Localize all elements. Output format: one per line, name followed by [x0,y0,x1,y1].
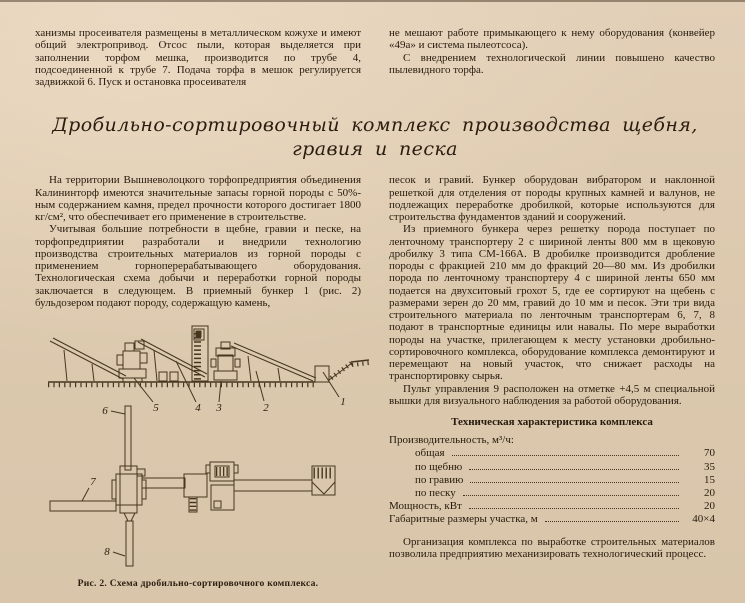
spec-row-gravel [389,474,715,487]
dot-leader [452,455,679,456]
body-paragraph: песок и гравий. Бункер оборудован вибратором и наклонной решеткой для отделения от породы крупных камней и валунов, не подлежащих переработке дробилкой, которые используются для строительства фундаментов зданий и сооружений. [389,174,715,223]
closing-paragraph: Организация комплекса по выработке строительных материалов позволила предприятию механизировать технологический процесс. [389,535,715,560]
right-column [389,174,715,590]
body-paragraph: Учитывая большие потребности в щебне, гравии и песке, на торфопредприятии разработали и внедрили технологию производства строительных материалов из горной породы с применением горноперерабатывающего оборудования. Технологическая схема добычи и переработки горной породы заключается в следующем. В приемный бункер 1 (рис. 2) бульдозером подают породу, содержащую камень, [35,223,361,309]
body-paragraph: Из приемного бункера через решетку порода поступает по ленточному транспортеру 2 с шириной ленты 800 мм в щековую дробилку 3 типа СМ-166А. В дробилке производится дробление породы с фракцией 210 мм до фракций 20—80 мм. Из дробилки порода по ленточному транспортеру 4 с шириной ленты 650 мм подается на двухситовый грохот 5, где ее сортируют на щебень с размерами зерен до 20 мм, гравий до 10 мм и песок. Эти три вида строительного материала по ленточным транспортерам 6, 7, 8 подают в транспортные единицы или навалы. По мере выработки породы на участке, прилегающем к месту установки дробильно-сортировочного комплекса, оборудование комплекса демонтируют и перемещают на новый участок, что снижает расходы на транспортировку сырья. [389,223,715,383]
ground-line [48,382,315,385]
ground-boxes [159,372,178,381]
spec-label: по щебню [415,460,463,473]
top-section [35,27,715,88]
spec-value: 20 [704,487,715,500]
body-paragraph: На территории Вышневолоцкого торфопредприятия объединения Калининторф имеются значительные запасы горной породы с 50%-ным содержанием камня, предел прочности которого достигает 1800 кг/см², что обеспечивает его применение в строительстве. [35,174,361,223]
figure-label-4: 4 [195,402,201,414]
figure-caption: Рис. 2. Схема дробильно-сортировочного комплекса. [77,578,319,590]
spec-value: 35 [704,460,715,473]
spec-table-title: Техническая характеристика комплекса [451,416,653,428]
figure-label-2: 2 [263,402,269,414]
spec-label: по песку [415,487,456,500]
plan-view [50,405,335,566]
spec-value: 20 [704,500,715,513]
figure-label-5: 5 [153,402,159,414]
spec-row-dimensions [389,513,715,526]
crusher-plan [206,462,238,510]
figure-label-6: 6 [102,405,108,417]
spec-row-crushed-stone [389,461,715,474]
conveyor-2-plan [234,480,312,491]
section-title: Дробильно-сортировочный комплекс производства щебня, гравия и песка [52,114,698,161]
top-right-paragraph-1: не мешают работе примыкающего к нему оборудования (конвейер «49а» и система пылеотсоса). [389,27,715,52]
spec-table [389,434,715,526]
main-section [35,174,715,590]
left-column [35,174,361,590]
conveyor-6-plan [125,406,131,470]
spec-row-total [389,447,715,460]
spec-value: 15 [704,473,715,486]
receiving-bunker [315,360,369,382]
figure-2 [35,314,361,591]
conveyor-7 [50,501,116,511]
spec-row-power [389,500,715,513]
top-left-paragraph: ханизмы просеивателя размещены в металлическом кожухе и имеют общий электропривод. Отсос пыли, которая выделяется при заполнении торфом мешка, производится по трубе 4, подсоединенной к трубе 7. Подача торфа в мешок регулируется задвижкой 6. Пуск и остановка просеивателя [35,27,361,88]
elevator-plan [184,474,207,512]
screen-grohot [117,341,147,382]
spec-label: общая [415,447,445,460]
spec-label: Мощность, кВт [389,500,462,513]
spec-row-sand [389,487,715,500]
figure-label-8: 8 [104,546,110,558]
dot-leader [470,482,679,483]
spec-value: 40×4 [692,513,715,526]
bunker-plan [312,466,335,495]
spec-label: по гравию [415,473,464,486]
figure-label-1: 1 [340,396,346,408]
dot-leader [463,495,679,496]
spec-value: 70 [704,447,715,460]
dot-leader [545,521,679,522]
figure-label-7: 7 [90,476,96,488]
top-right-paragraph-2: С внедрением технологической линии повышено качество пылевидного торфа. [389,51,715,76]
conveyor-6-elevation [50,338,126,381]
figure-label-3: 3 [216,402,222,414]
crushing-complex-schematic [35,314,370,570]
conveyor-2 [231,343,316,381]
spec-label: Габаритные размеры участка, м [389,513,538,526]
conveyor-4-plan [142,478,185,488]
body-paragraph: Пульт управления 9 расположен на отметке +4,5 м специальной вышки для визуального наблюдения за работой оборудования. [389,382,715,407]
screen-plan [112,466,146,521]
spec-label: Производительность, м³/ч: [389,434,514,447]
dot-leader [469,508,679,509]
spec-row-productivity [389,434,715,447]
elevation-view [48,326,369,414]
conveyor-8 [126,521,133,566]
dot-leader [469,469,679,470]
elevation-callouts [134,361,346,414]
